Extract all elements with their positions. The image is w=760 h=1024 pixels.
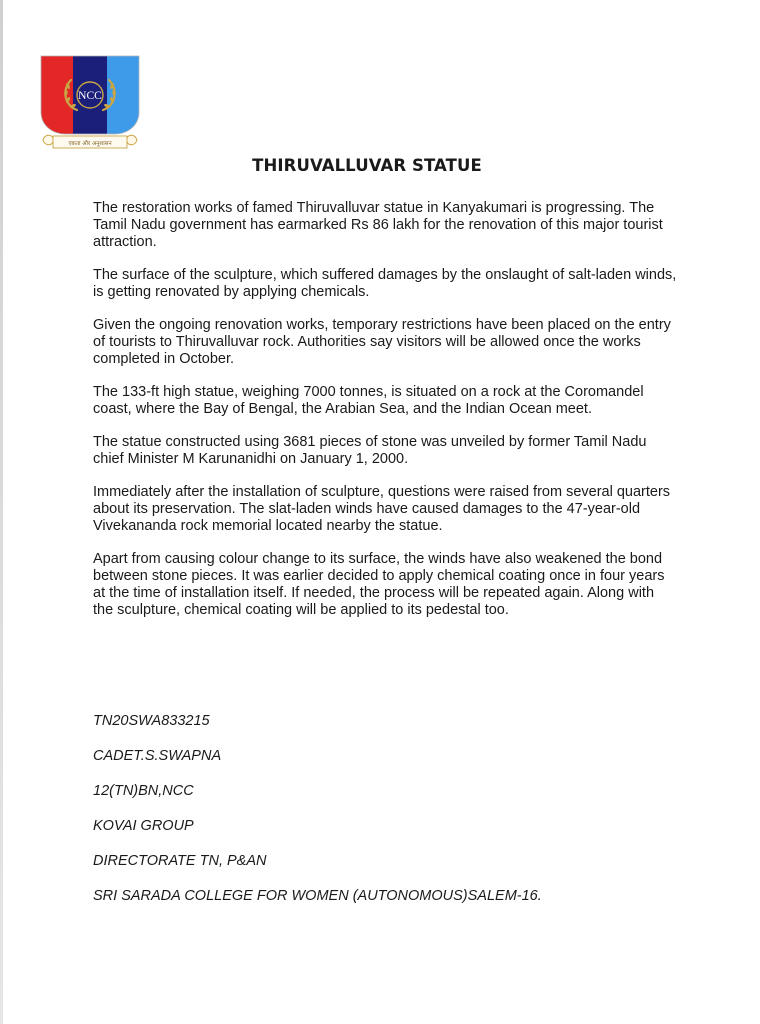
battalion: 12(TN)BN,NCC <box>93 783 194 799</box>
paragraph: Immediately after the installation of sculpture, questions were raised from several quarters about its preservation. The slat-laden winds have caused damages to the 47-year-old Vivekananda rock memorial located nearby the statue. <box>93 484 671 534</box>
paragraph: The statue constructed using 3681 pieces of stone was unveiled by former Tamil Nadu chief Minister M Karunanidhi on January 1, 2000. <box>93 434 647 467</box>
group: KOVAI GROUP <box>93 818 194 834</box>
directorate: DIRECTORATE TN, P&AN <box>93 853 267 869</box>
article-body <box>93 200 678 635</box>
paragraph: Apart from causing colour change to its surface, the winds have also weakened the bond between stone pieces. It was earlier decided to apply chemical coating once in four years at the time of installation itself. If needed, the process will be repeated again. Along with the sculpture, chemical coating will be applied to its pedestal too. <box>93 551 665 618</box>
college: SRI SARADA COLLEGE FOR WOMEN (AUTONOMOUS)SALEM-16. <box>93 888 542 904</box>
paragraph: The 133-ft high statue, weighing 7000 tonnes, is situated on a rock at the Coromandel coast, where the Bay of Bengal, the Arabian Sea, and the Indian Ocean meet. <box>93 384 644 417</box>
signature-block <box>93 713 693 923</box>
page-edge <box>0 0 3 1024</box>
ncc-logo-text: NCC <box>78 90 102 102</box>
paragraph: The restoration works of famed Thiruvalluvar statue in Kanyakumari is progressing. The Tamil Nadu government has earmarked Rs 86 lakh for the renovation of this major tourist attraction. <box>93 200 663 250</box>
paragraph: The surface of the sculpture, which suffered damages by the onslaught of salt-laden winds, is getting renovated by applying chemicals. <box>93 267 677 300</box>
paragraph: Given the ongoing renovation works, temporary restrictions have been placed on the entry of tourists to Thiruvalluvar rock. Authorities say visitors will be allowed once the works completed in October. <box>93 317 671 367</box>
ncc-logo-motto: एकता और अनुशासन <box>68 141 112 147</box>
cadet-name: CADET.S.SWAPNA <box>93 748 222 764</box>
document-title: THIRUVALLUVAR STATUE <box>252 156 482 175</box>
ncc-logo <box>37 54 143 156</box>
cadet-id: TN20SWA833215 <box>93 713 210 729</box>
